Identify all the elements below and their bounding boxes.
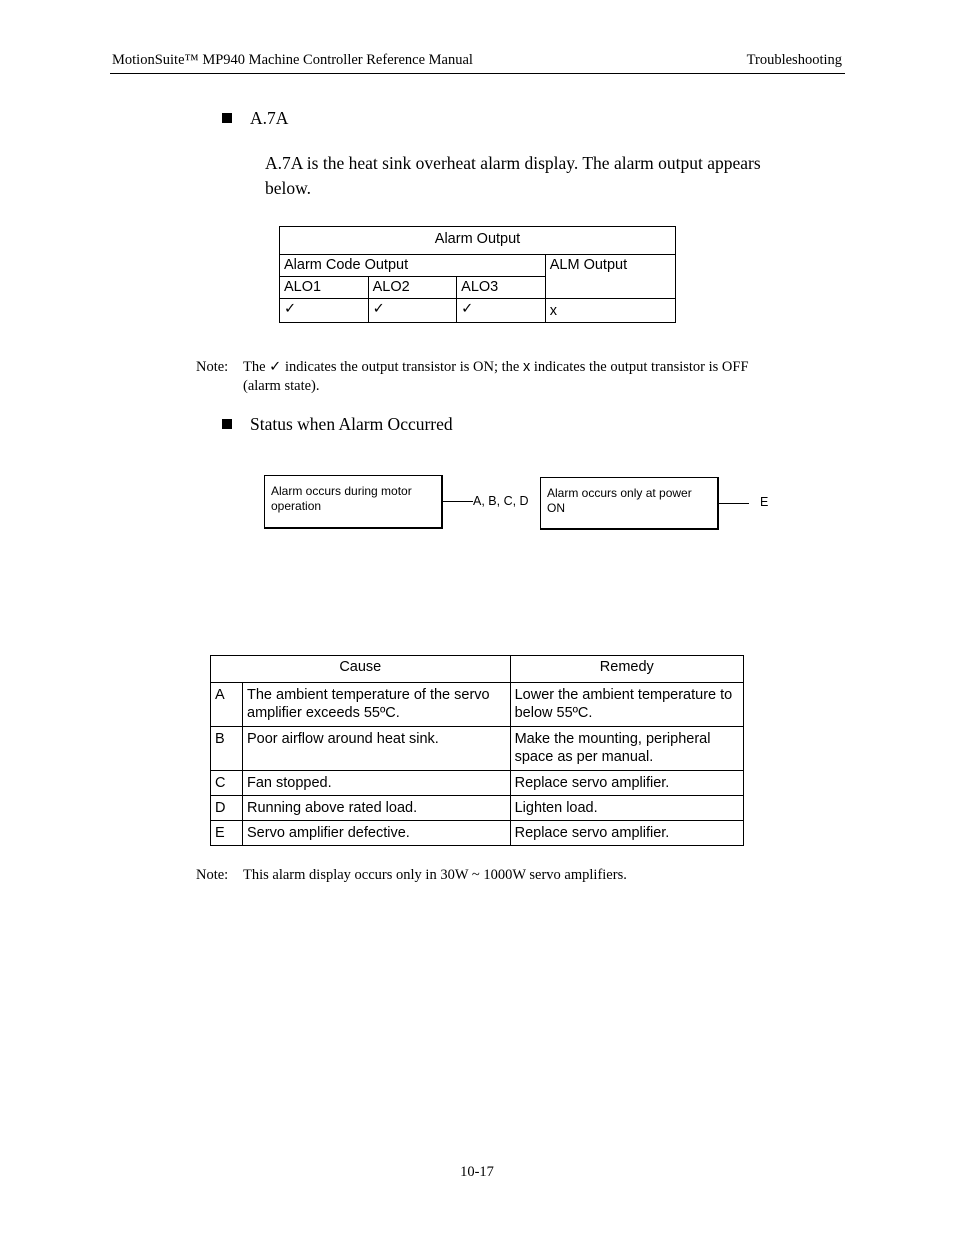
row-cause: The ambient temperature of the servo amplifier exceeds 55ºC. [243, 683, 511, 727]
note-continuation: (alarm state). [243, 378, 320, 394]
remedy-header: Remedy [510, 656, 743, 683]
note-servo-range [196, 866, 627, 885]
alarm-code-output-label: Alarm Code Output [280, 255, 546, 277]
row-cause: Poor airflow around heat sink. [243, 727, 511, 771]
table-row [211, 821, 744, 846]
row-id: E [211, 821, 243, 846]
alo1-check-icon: ✓ [280, 299, 369, 323]
alo3-header: ALO3 [457, 277, 546, 299]
note-text-after: indicates the output transistor is OFF [533, 359, 749, 375]
cause-header: Cause [211, 656, 511, 683]
diagram-connector-line [443, 501, 473, 502]
row-cause: Fan stopped. [243, 771, 511, 796]
section-heading-status [222, 414, 453, 435]
diagram-label-abcd: A, B, C, D [473, 494, 529, 508]
row-remedy: Lower the ambient temperature to below 55ºC. [510, 683, 743, 727]
section-paragraph: A.7A is the heat sink overheat alarm display. The alarm output appears below. [265, 153, 761, 198]
note-text-mid: indicates the output transistor is ON; the [284, 359, 520, 375]
row-remedy: Make the mounting, peripheral space as per manual. [510, 727, 743, 771]
note-label: Note: [196, 867, 229, 883]
section-heading-text: Status when Alarm Occurred [250, 414, 453, 434]
square-bullet-icon [222, 113, 232, 123]
page-number: 10-17 [460, 1164, 494, 1180]
section-heading-text: A.7A [250, 108, 289, 128]
alm-output-value: x [545, 299, 675, 323]
section-heading-a7a [222, 108, 288, 129]
alm-output-label: ALM Output [545, 255, 675, 299]
alo1-header: ALO1 [280, 277, 369, 299]
table-row [211, 796, 744, 821]
row-cause: Servo amplifier defective. [243, 821, 511, 846]
note-label: Note: [196, 359, 229, 375]
square-bullet-icon [222, 419, 232, 429]
row-cause: Running above rated load. [243, 796, 511, 821]
alo3-check-icon: ✓ [457, 299, 546, 323]
row-id: A [211, 683, 243, 727]
diagram-connector-line [719, 503, 749, 504]
row-id: D [211, 796, 243, 821]
row-remedy: Replace servo amplifier. [510, 771, 743, 796]
header-title: MotionSuite™ MP940 Machine Controller Reference Manual [112, 52, 473, 68]
note-text: This alarm display occurs only in 30W ~ 1000W servo amplifiers. [243, 867, 627, 883]
row-remedy: Lighten load. [510, 796, 743, 821]
x-icon: x [522, 359, 531, 375]
check-icon: ✓ [269, 359, 282, 375]
alo2-check-icon: ✓ [368, 299, 457, 323]
alo2-header: ALO2 [368, 277, 457, 299]
cause-remedy-table [210, 655, 744, 846]
table-row [211, 683, 744, 727]
diagram-box-motor-operation: Alarm occurs during motor operation [264, 475, 443, 529]
row-id: C [211, 771, 243, 796]
note-transistor [196, 358, 796, 396]
row-remedy: Replace servo amplifier. [510, 821, 743, 846]
table-row [211, 771, 744, 796]
header-section: Troubleshooting [746, 52, 842, 68]
alarm-output-title: Alarm Output [280, 227, 676, 255]
table-row [211, 727, 744, 771]
note-text-before: The [243, 359, 266, 375]
diagram-box-power-on: Alarm occurs only at power ON [540, 477, 719, 530]
header-rule [110, 73, 845, 74]
row-id: B [211, 727, 243, 771]
alarm-output-table [279, 226, 676, 323]
diagram-label-e: E [760, 495, 769, 509]
